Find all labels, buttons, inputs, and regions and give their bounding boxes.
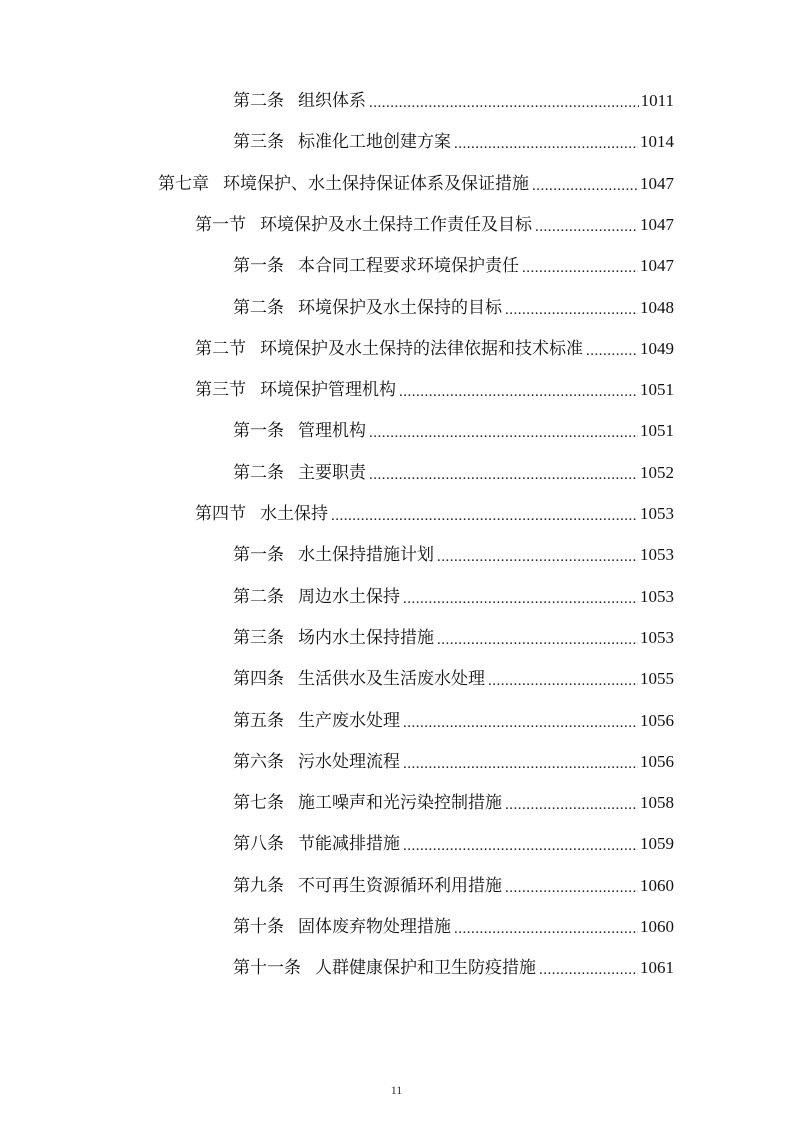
toc-entry[interactable] [233,953,674,979]
toc-entry-page: 1056 [640,751,674,771]
toc-entry-title: 标准化工地创建方案 [298,132,451,153]
toc-leader-dots [454,920,638,938]
toc-entry-page: 1011 [640,91,674,110]
toc-entry-page: 1047 [640,256,674,276]
toc-leader-dots [488,672,638,690]
toc-entry-number: 第四条 [233,669,284,690]
toc-entry-page: 1014 [640,132,674,152]
toc-leader-dots [532,177,638,195]
toc-entry-title: 主要职责 [298,462,366,483]
toc-entry[interactable] [195,375,674,401]
toc-entry-page: 1051 [640,380,674,400]
toc-entry-page: 1060 [640,917,674,936]
toc-entry-title: 施工噪声和光污染控制措施 [298,793,502,814]
toc-entry-page: 1059 [640,834,674,854]
toc-leader-dots [403,714,638,732]
toc-leader-dots [586,342,638,360]
toc-entry-number: 第一条 [233,545,284,566]
toc-leader-dots [522,259,638,277]
toc-entry[interactable] [233,86,674,112]
toc-entry[interactable] [233,912,674,938]
toc-entry-title: 污水处理流程 [298,751,400,772]
toc-leader-dots [369,94,639,112]
toc-entry-page: 1053 [640,504,674,523]
toc-leader-dots [454,135,638,153]
toc-entry[interactable] [233,788,674,814]
toc-entry[interactable] [195,499,674,525]
toc-entry-title: 节能减排措施 [298,834,400,855]
toc-entry[interactable] [195,210,674,236]
toc-entry-page: 1056 [640,710,674,730]
toc-entry-title: 水土保持 [260,504,328,524]
toc-leader-dots [535,218,638,236]
toc-leader-dots [369,424,638,442]
toc-entry-title: 环境保护及水土保持的法律依据和技术标准 [260,338,583,359]
toc-entry-title: 环境保护、水土保持保证体系及保证措施 [223,173,529,194]
toc-entry-number: 第一条 [233,256,284,277]
toc-entry-number: 第一条 [233,421,284,442]
toc-entry[interactable] [233,127,674,153]
toc-entry-title: 环境保护及水土保持的目标 [298,297,502,318]
toc-entry-number: 第三节 [195,380,246,401]
toc-entry-number: 第二节 [195,338,246,359]
toc-entry-page: 1058 [640,793,674,813]
toc-entry-page: 1047 [640,214,674,234]
toc-entry-title: 固体废弃物处理措施 [298,917,451,937]
toc-leader-dots [505,879,638,897]
toc-leader-dots [437,631,638,649]
toc-entry[interactable] [233,829,674,855]
toc-entry-number: 第十条 [233,917,284,937]
toc-entry-number: 第一节 [195,214,246,235]
toc-entry[interactable] [233,747,674,773]
toc-leader-dots [331,507,638,525]
toc-entry-title: 环境保护管理机构 [260,380,396,401]
toc-leader-dots [539,961,638,979]
toc-entry-title: 生活供水及生活废水处理 [298,669,485,690]
toc-leader-dots [505,796,638,814]
toc-entry-title: 不可再生资源循环利用措施 [298,875,502,896]
toc-entry[interactable] [233,623,674,649]
toc-entry-number: 第三条 [233,627,284,648]
toc-entry-page: 1052 [640,462,674,482]
toc-leader-dots [369,466,638,484]
toc-entry-title: 场内水土保持措施 [298,627,434,648]
toc-entry-number: 第二条 [233,297,284,318]
toc-entry-number: 第四节 [195,504,246,524]
toc-entry-number: 第五条 [233,710,284,731]
toc-leader-dots [437,548,638,566]
toc-entry[interactable] [233,582,674,608]
toc-entry-page: 1061 [640,958,674,978]
toc-entry-page: 1053 [640,627,674,647]
toc-entry[interactable] [233,706,674,732]
toc-entry-number: 第六条 [233,751,284,772]
toc-entry-title: 水土保持措施计划 [298,545,434,566]
toc-entry[interactable] [158,169,674,195]
toc-entry-number: 第九条 [233,875,284,896]
toc-entry-page: 1047 [640,173,674,193]
toc-entry-page: 1060 [640,875,674,895]
toc-leader-dots [399,383,638,401]
toc-leader-dots [403,837,638,855]
toc-leader-dots [403,755,638,773]
toc-entry[interactable] [233,540,674,566]
toc-entry-title: 生产废水处理 [298,710,400,731]
toc-entry-number: 第二条 [233,91,284,111]
toc-entry-number: 第二条 [233,462,284,483]
toc-entry-page: 1051 [640,421,674,441]
toc-entry[interactable] [233,293,674,319]
toc-entry-title: 环境保护及水土保持工作责任及目标 [260,214,532,235]
toc-entry-title: 本合同工程要求环境保护责任 [298,256,519,277]
toc-entry[interactable] [233,458,674,484]
toc-entry-number: 第十一条 [233,958,301,979]
toc-leader-dots [403,590,638,608]
toc-entry-number: 第二条 [233,586,284,607]
toc-entry-number: 第三条 [233,132,284,153]
toc-entry-title: 组织体系 [298,91,366,111]
toc-entry[interactable] [195,334,674,360]
toc-entry-title: 人群健康保护和卫生防疫措施 [315,958,536,979]
toc-entry[interactable] [233,871,674,897]
page-number: 11 [390,1083,403,1097]
toc-entry[interactable] [233,664,674,690]
toc-entry-page: 1053 [640,545,674,565]
toc-entry-page: 1048 [640,297,674,317]
toc-entry-page: 1049 [640,338,674,358]
toc-entry-number: 第七章 [158,173,209,194]
toc-entry-page: 1053 [640,586,674,606]
toc-entry-title: 管理机构 [298,421,366,442]
toc-entry[interactable] [233,416,674,442]
toc-entry-number: 第七条 [233,793,284,814]
toc-entry[interactable] [233,251,674,277]
toc-entry-title: 周边水土保持 [298,586,400,607]
toc-leader-dots [505,301,638,319]
toc-entry-number: 第八条 [233,834,284,855]
toc-entry-page: 1055 [640,669,674,689]
